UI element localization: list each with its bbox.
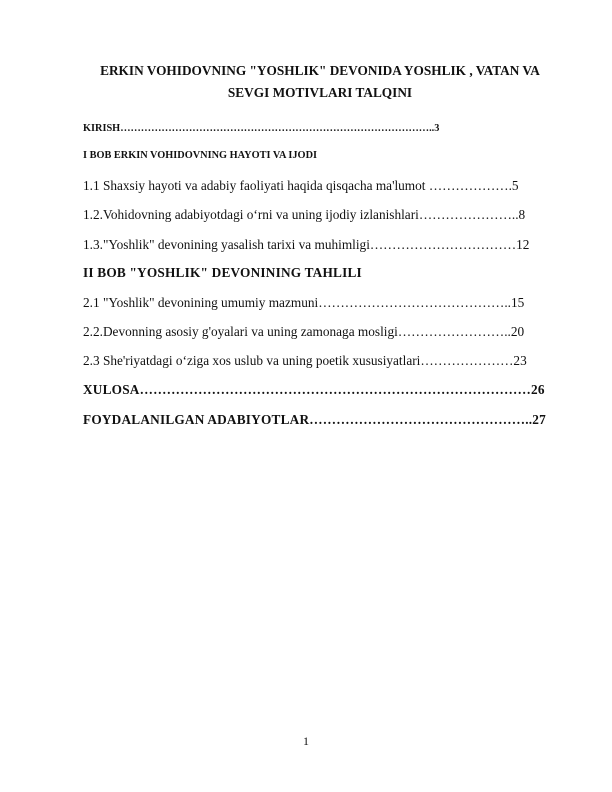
toc-chapter-1-heading: I BOB ERKIN VOHIDOVNING HAYOTI VA IJODI — [83, 150, 318, 161]
toc-entry-2-3: 2.3 She'riyatdagi o‘ziga xos uslub va uning poetik xususiyatlari…………………23 — [83, 353, 527, 368]
toc-entry-xulosa: XULOSA……………………………………………………………………………26 — [83, 382, 545, 397]
toc-entry-1-3: 1.3."Yoshlik" devonining yasalish tarixi va muhimligi……………………………12 — [83, 237, 530, 252]
toc-entry-kirish: KIRISH………………………………………………………………………………..3 — [83, 123, 440, 134]
toc-entry-references: FOYDALANILGAN ADABIYOTLAR…………………………………………..27 — [83, 412, 546, 427]
document-title-line-1: ERKIN VOHIDOVNING "YOSHLIK" DEVONIDA YOSHLIK , VATAN VA — [100, 63, 540, 78]
toc-chapter-2-heading: II BOB "YOSHLIK" DEVONINING TAHLILI — [83, 265, 362, 280]
page-number: 1 — [303, 734, 309, 748]
toc-entry-1-2: 1.2.Vohidovning adabiyotdagi o‘rni va uning ijodiy izlanishlari…………………..8 — [83, 207, 526, 222]
document-title-line-2: SEVGI MOTIVLARI TALQINI — [227, 85, 413, 100]
toc-entry-2-1: 2.1 "Yoshlik" devonining umumiy mazmuni……………………………………..15 — [83, 295, 525, 310]
toc-entry-2-2: 2.2.Devonning asosiy g'oyalari va uning zamonaga mosligi……………………..20 — [83, 324, 525, 339]
toc-entry-1-1: 1.1 Shaxsiy hayoti va adabiy faoliyati haqida qisqacha ma'lumot ……………….5 — [83, 178, 519, 193]
